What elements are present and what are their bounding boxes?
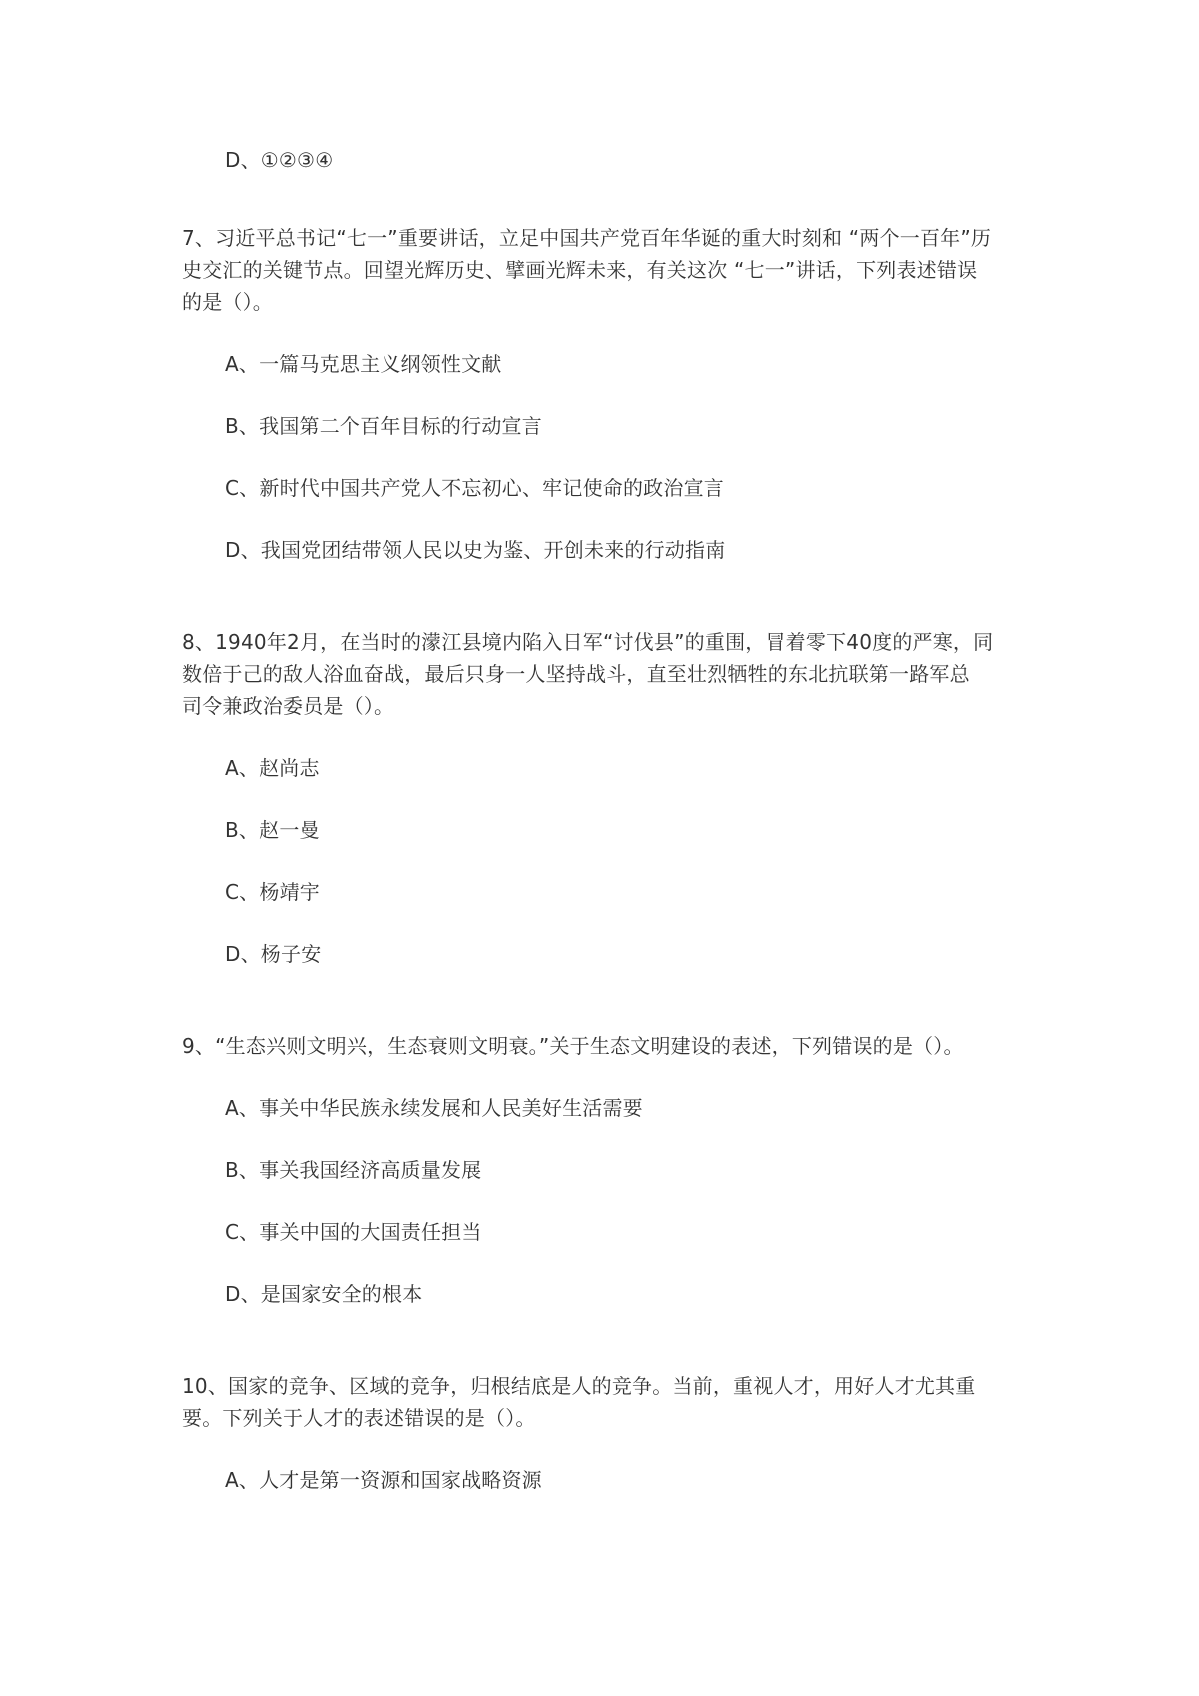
q8-option-a: A、赵尚志 <box>225 756 320 780</box>
q6-option-d: D、①②③④ <box>225 148 334 172</box>
q7-option-c: C、新时代中国共产党人不忘初心、牢记使命的政治宣言 <box>225 476 724 500</box>
q7-stem-line-3: 的是（）。 <box>182 290 273 314</box>
q9-option-a: A、事关中华民族永续发展和人民美好生活需要 <box>225 1096 643 1120</box>
q7-option-b: B、我国第二个百年目标的行动宣言 <box>225 414 542 438</box>
q10-stem-line-1: 10、国家的竞争、区域的竞争，归根结底是人的竞争。当前，重视人才，用好人才尤其重 <box>182 1374 976 1398</box>
q7-stem-line-2: 史交汇的关键节点。回望光辉历史、擘画光辉未来，有关这次 “七一”讲话，下列表述错误 <box>182 258 978 282</box>
q10-option-a: A、人才是第一资源和国家战略资源 <box>225 1468 542 1492</box>
q8-stem-line-1: 8、1940年2月，在当时的濛江县境内陷入日军“讨伐县”的重围，冒着零下40度的严寒，同 <box>182 630 994 654</box>
q7-option-a: A、一篇马克思主义纲领性文献 <box>225 352 502 376</box>
q9-stem-line-1: 9、“生态兴则文明兴，生态衰则文明衰。”关于生态文明建设的表述，下列错误的是（）。 <box>182 1034 964 1058</box>
q8-stem-line-3: 司令兼政治委员是（）。 <box>182 694 395 718</box>
q7-option-d: D、我国党团结带领人民以史为鉴、开创未来的行动指南 <box>225 538 726 562</box>
q8-stem-line-2: 数倍于己的敌人浴血奋战，最后只身一人坚持战斗，直至壮烈牺牲的东北抗联第一路军总 <box>182 662 970 686</box>
q9-option-b: B、事关我国经济高质量发展 <box>225 1158 482 1182</box>
q10-stem-line-2: 要。下列关于人才的表述错误的是（）。 <box>182 1406 536 1430</box>
q9-option-c: C、事关中国的大国责任担当 <box>225 1220 482 1244</box>
q8-option-b: B、赵一曼 <box>225 818 320 842</box>
q8-option-c: C、杨靖宇 <box>225 880 320 904</box>
q8-option-d: D、杨子安 <box>225 942 322 966</box>
q7-stem-line-1: 7、习近平总书记“七一”重要讲话，立足中国共产党百年华诞的重大时刻和 “两个一百年”历 <box>182 226 992 250</box>
q9-option-d: D、是国家安全的根本 <box>225 1282 423 1306</box>
